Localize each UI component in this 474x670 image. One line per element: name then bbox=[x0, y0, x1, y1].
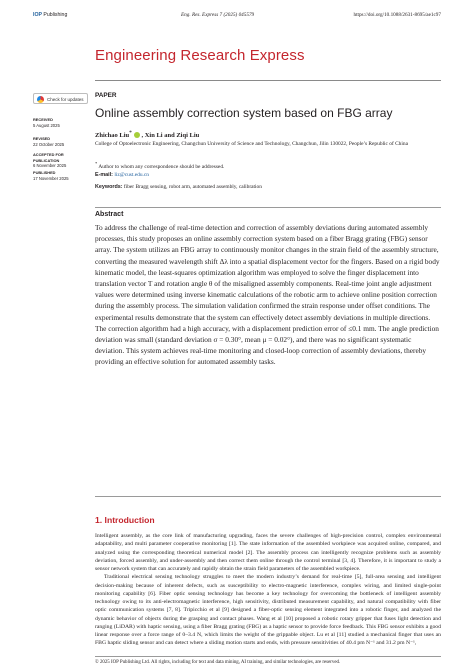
crossmark-icon bbox=[37, 96, 44, 103]
history-revised: REVISED 22 October 2025 bbox=[33, 136, 65, 147]
footer-divider bbox=[95, 656, 441, 657]
introduction-body bbox=[95, 532, 441, 648]
journal-citation: Eng. Res. Express 7 (2025) 045579 bbox=[181, 12, 255, 18]
footnote-mark: * bbox=[95, 161, 98, 166]
co-authors: , Xin Li and Ziqi Liu bbox=[141, 132, 200, 140]
author-list bbox=[95, 130, 199, 139]
section-heading-introduction: 1. Introduction bbox=[95, 515, 155, 525]
publisher-logo[interactable]: IOP Publishing bbox=[33, 12, 68, 18]
abstract-text: To address the challenge of real-time detection and correction of assembly deviations during automated assembly processes, this study proposes an online assembly correction system based on a fiber Bragg grating (FBG) sensor array. The system utilizes an FBG array to continuously monitor changes in the strain field of the assembly structure, converting the measured wavelength shift Δλ into a spatial displacement vector for the fingers. Based on a rigid body kinematic model, the least-squares optimization algorithm was employed to solve the finger displacement into translation vector T and rotation angle θ of the misaligned assembly components. Real-time joint angle adjustment values were determined using inverse kinematic calculations of the robotic arm to achieve online position correction during the assembly process. The simulation validation confirmed the strain response under offset conditions. The experimental results demonstrate that the system can effectively detect assembly deviations in multiple directions. The correction algorithm had a high accuracy, with a displacement prediction error of ≤0.1 mm. The angle prediction deviation was small (standard deviation σ = 0.30°, mean μ = 0.02°), and there was no significant systematic deviation. This system achieves real-time monitoring and closed-loop correction of assembly deviations, thereby providing an effective solution for automated assembly tasks. bbox=[95, 223, 440, 367]
correspondence-note: * Author to whom any correspondence should be addressed. bbox=[95, 161, 225, 170]
orcid-icon[interactable] bbox=[134, 132, 140, 138]
keywords-line: Keywords: fiber Bragg sensing, robot arm, automated assembly, calibration bbox=[95, 184, 262, 190]
check-for-updates-button[interactable] bbox=[33, 93, 88, 104]
doi-link[interactable]: https://doi.org/10.1088/2631-8695/ae1c97 bbox=[353, 12, 441, 18]
header-divider bbox=[95, 80, 441, 81]
abstract-heading: Abstract bbox=[95, 211, 124, 218]
journal-name[interactable]: Engineering Research Express bbox=[95, 47, 305, 64]
corresponding-mark: * bbox=[129, 130, 132, 136]
history-published: PUBLISHED 17 November 2025 bbox=[33, 170, 69, 181]
email-link[interactable]: liz@cust.edu.cn bbox=[114, 172, 149, 178]
paper-type: PAPER bbox=[95, 92, 117, 99]
paper-title: Online assembly correction system based on FBG array bbox=[95, 106, 393, 120]
email-line: E-mail: liz@cust.edu.cn bbox=[95, 172, 149, 178]
check-for-updates-label: Check for updates bbox=[47, 96, 84, 102]
history-accepted: ACCEPTED FOR PUBLICATION 6 November 2025 bbox=[33, 152, 67, 168]
paragraph: Traditional electrical sensing technology struggles to meet the modern industry’s demand for real-time [5], full-area sensing and intelligent decision-making because of inherent defects, such as susceptibility to electro-magnetic interference, complex wiring, and limited single-point monitoring capability [6]. Fiber optic sensing technology has become a key technology for overcoming the bottleneck of intelligent assembly technology owing to its anti-electromagnetic interference, high sensitivity, distributed measurement capability, and natural compatibility with fiber optic communication systems [7, 8]. Tripicchio et al [9] designed a fiber-optic sensing element integrated into a robotic finger, and analyzed the dynamic behavior of objects during the grasping and contact phases. Wang et al [10] proposed a robotic rotary gripper that fuses light detection and ranging (LiDAR) with haptic sensing, using a fiber Bragg grating (FBG) as a haptic sensor to provide force feedback. This FBG sensor exhibits a good linear response over a force range of 0–3.4 N, which limits the weight of the grippable object. Lu et al [11] studied a mechanical finger that uses an FBG haptic sliding sensor and can detect where a sliding motion starts and ends, with pressure sensitivities of 40.4 pm N⁻¹ and 31.2 pm N⁻¹, bbox=[95, 574, 441, 647]
affiliation: College of Optoelectronic Engineering, Changchun University of Science and Technology, Changchun, Jilin 130022, People’s Republic of China bbox=[95, 141, 408, 147]
paragraph: Intelligent assembly, as the core link of manufacturing upgrading, faces the severe challenges of high-precision control, complex environmental adaptability, and multi parameter cooperative monitoring [1]. The state information of the assembled workpiece was acquired online, compared, and analyzed using the corresponding theoretical numerical model [2]. The assembly process can intelligently recognize problems such as assembly deviation, forced assembly, and under-assembly and then correct them online through the control terminal [3, 4]. Therefore, it is important to study a sensor network system that can accurately and rapidly obtain the strain field parameters of the assembled workpiece. bbox=[95, 533, 441, 572]
running-header bbox=[0, 10, 474, 24]
history-received: RECEIVED 5 August 2025 bbox=[33, 117, 60, 128]
copyright-notice: © 2025 IOP Publishing Ltd. All rights, including for text and data mining, AI training, and similar technologies, are reserved. bbox=[95, 660, 341, 665]
author-name[interactable]: Zhichao Liu bbox=[95, 132, 130, 140]
